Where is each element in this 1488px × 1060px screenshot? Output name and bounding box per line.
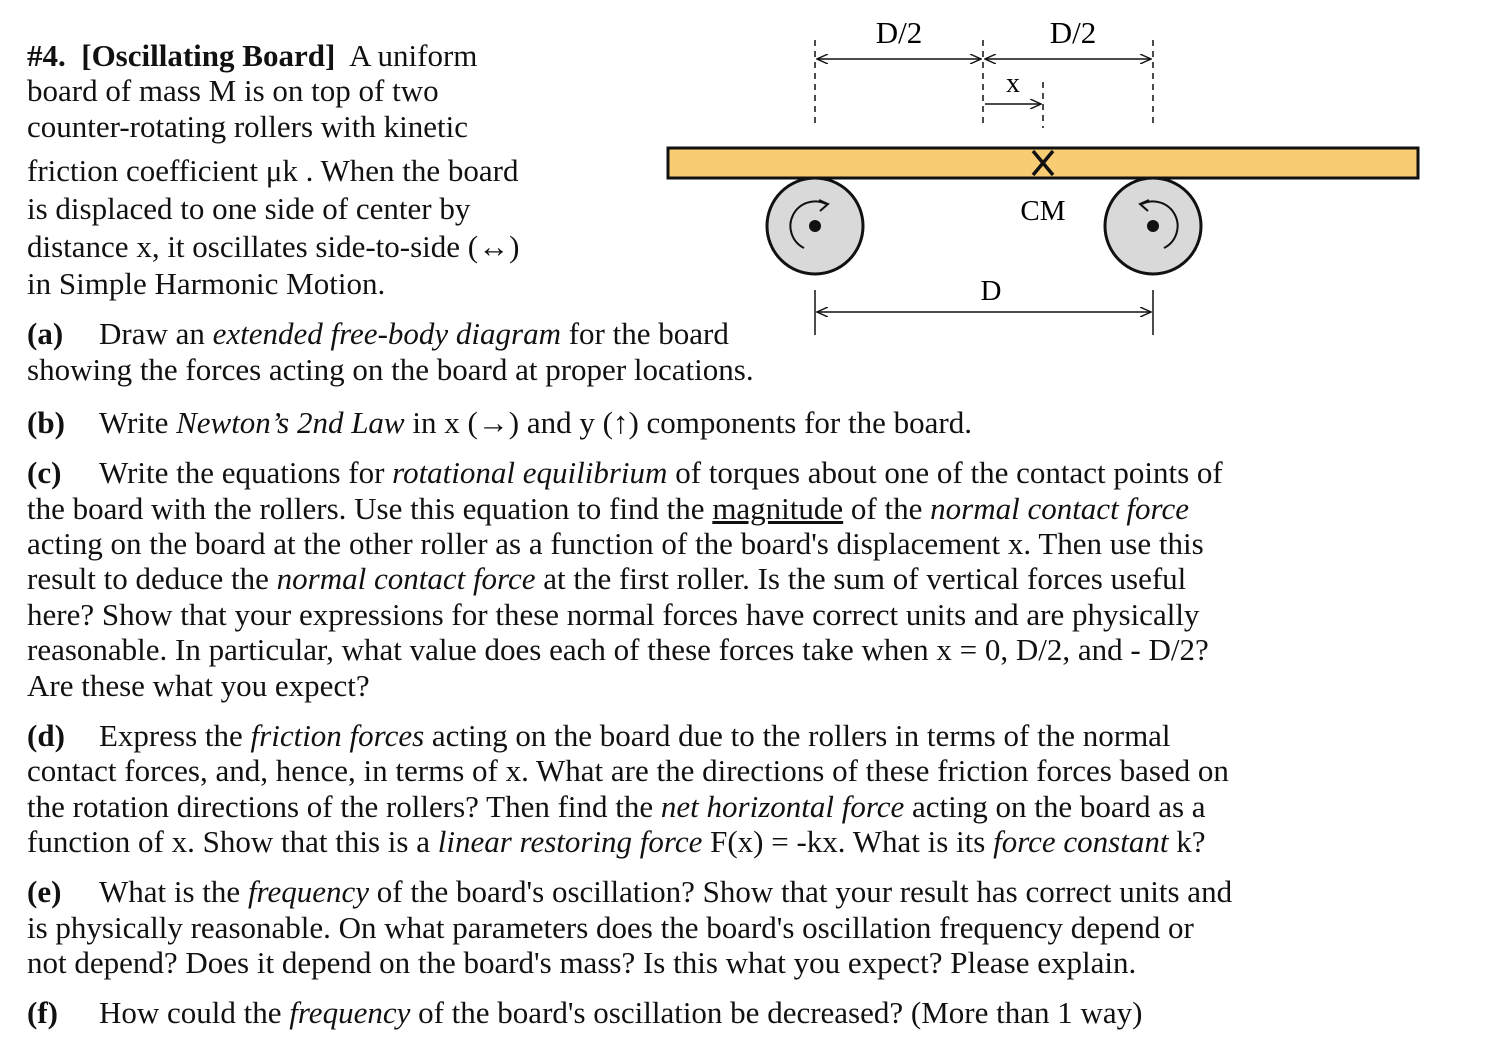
question-c-line-2: the board with the rollers. Use this equation to find the magnitude of the normal contact force	[27, 491, 1189, 526]
question-c-line-6: reasonable. In particular, what value does each of these forces take when x = 0, D/2, and - D/2?	[27, 632, 1209, 667]
question-c-line-4: result to deduce the normal contact force at the first roller. Is the sum of vertical forces useful	[27, 561, 1187, 596]
question-f-label: (f)	[27, 995, 58, 1030]
intro-line-5: is displaced to one side of center by	[27, 191, 471, 226]
intro-line-3: counter-rotating rollers with kinetic	[27, 109, 468, 144]
question-a: (a) Draw an extended free-body diagram for the board	[27, 316, 729, 351]
label-cm: CM	[1020, 195, 1066, 227]
question-e-label: (e)	[27, 874, 62, 909]
left-roller	[767, 178, 863, 274]
right-roller	[1105, 178, 1201, 274]
label-half-right: D/2	[1049, 15, 1097, 50]
question-c-line-3: acting on the board at the other roller as a function of the board's displacement x. Then use this	[27, 526, 1204, 561]
intro-line-2: board of mass M is on top of two	[27, 73, 439, 108]
question-d-line-4: function of x. Show that this is a linear restoring force F(x) = -kx. What is its force constant k?	[27, 824, 1206, 859]
question-c-label: (c)	[27, 455, 62, 490]
intro-line-4: friction coefficient μk . When the board	[27, 153, 519, 188]
question-e-line-2: is physically reasonable. On what parameters does the board's oscillation frequency depend or	[27, 910, 1194, 945]
question-d-label: (d)	[27, 718, 65, 753]
question-c-line-5: here? Show that your expressions for these normal forces have correct units and are physically	[27, 597, 1200, 632]
question-a-label: (a)	[27, 316, 64, 351]
label-x: x	[1006, 68, 1020, 99]
intro-line-6: distance x, it oscillates side-to-side (↔)	[27, 229, 520, 264]
question-a-line-2: showing the forces acting on the board at proper locations.	[27, 352, 754, 387]
intro-line-7: in Simple Harmonic Motion.	[27, 266, 386, 301]
label-d: D	[980, 275, 1002, 307]
problem-number: #4.	[27, 38, 66, 73]
question-c-line-7: Are these what you expect?	[27, 668, 370, 703]
question-c: (c) Write the equations for rotational equilibrium of torques about one of the contact points of	[27, 455, 1223, 490]
problem-title: [Oscillating Board]	[81, 38, 336, 73]
intro-line-1: A uniform	[349, 38, 478, 73]
question-d-line-2: contact forces, and, hence, in terms of x. What are the directions of these friction forces based on	[27, 753, 1229, 788]
question-d: (d) Express the friction forces acting on the board due to the rollers in terms of the normal	[27, 718, 1171, 753]
label-half-left: D/2	[875, 15, 923, 50]
question-e-line-3: not depend? Does it depend on the board's mass? Is this what you expect? Please explain.	[27, 945, 1137, 980]
question-b: (b) Write Newton’s 2nd Law in x (→) and y (↑) components for the board.	[27, 405, 972, 440]
question-e: (e) What is the frequency of the board's oscillation? Show that your result has correct units and	[27, 874, 1233, 909]
question-b-label: (b)	[27, 405, 65, 440]
question-d-line-3: the rotation directions of the rollers? Then find the net horizontal force acting on the board as a	[27, 789, 1206, 824]
question-f: (f) How could the frequency of the board's oscillation be decreased? (More than 1 way)	[27, 995, 1143, 1030]
